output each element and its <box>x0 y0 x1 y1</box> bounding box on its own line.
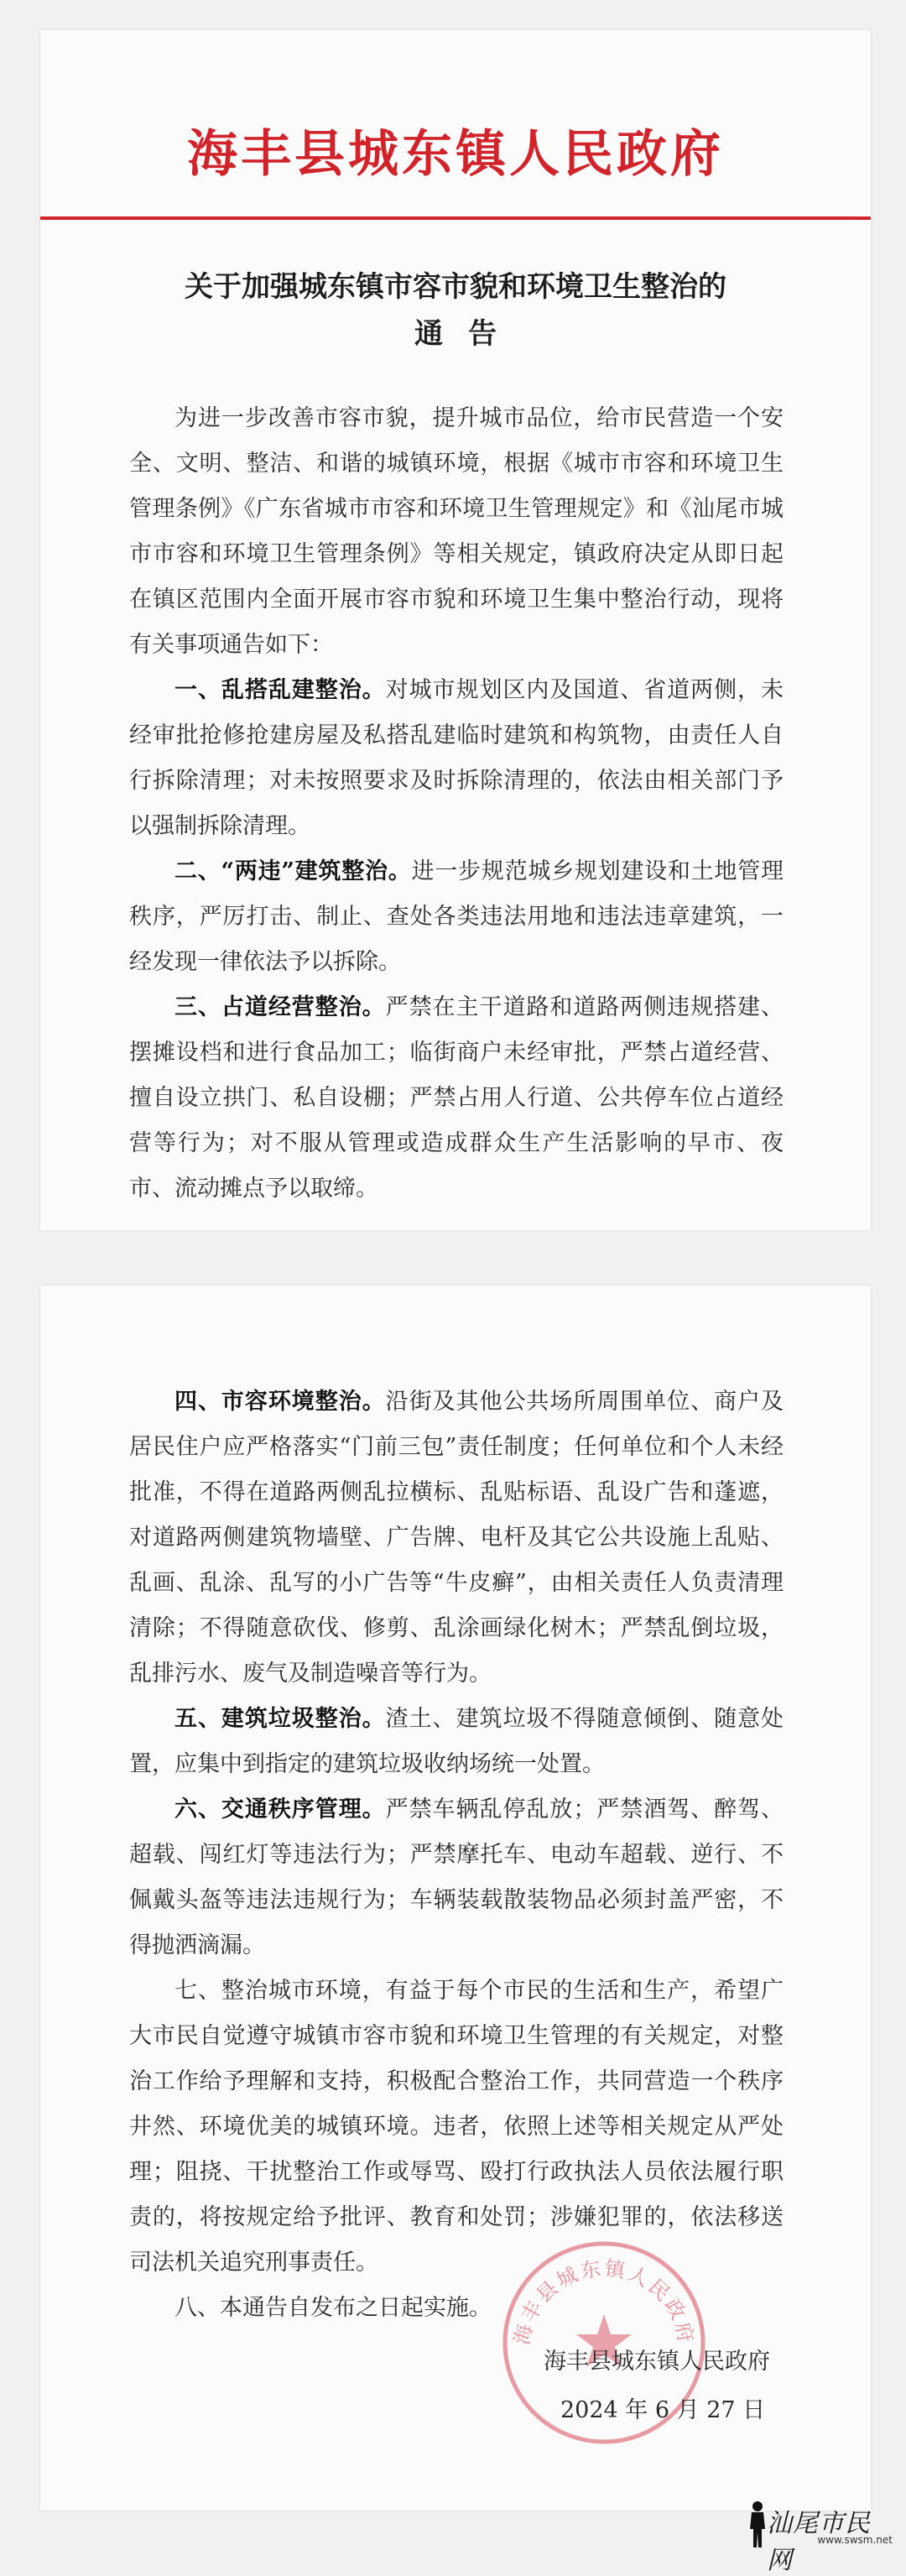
notice-subtitle: 通告 <box>414 317 522 351</box>
item-paragraph <box>129 985 784 1212</box>
item-paragraph <box>129 1379 784 1697</box>
item-text: 渣土、建筑垃圾不得随意倾倒、随意处置，应集中到指定的建筑垃圾收纳场统一处置。 <box>129 1706 784 1777</box>
notice-body-part2 <box>129 1379 784 2331</box>
watermark-url: www.swsm.net <box>817 2534 893 2546</box>
item-paragraph <box>129 668 784 849</box>
item-text: 八、本通告自发布之日起实施。 <box>174 2295 492 2321</box>
watermark-text: 汕尾市民网 <box>767 2509 871 2575</box>
signature-date: 2024 年 6 月 27 日 <box>560 2397 766 2423</box>
notice-body-part1 <box>129 396 784 1212</box>
item-paragraph <box>129 1787 784 1969</box>
item-heading: 二、“两违”建筑整治。 <box>174 858 412 884</box>
person-silhouette-icon <box>747 2500 768 2547</box>
item-heading: 一、乱搭乱建整治。 <box>174 677 386 703</box>
item-text: 沿街及其他公共场所周围单位、商户及居民住户应严格落实“门前三包”责任制度；任何单位和个人未经批准，不得在道路两侧乱拉横标、乱贴标语、乱设广告和蓬遮，对道路两侧建筑物墙壁、广告牌、电杆及其它公共设施上乱贴、乱画、乱涂、乱写的小广告等“牛皮癣”，由相关责任人负责清理清除；不得随意砍伐、修剪、乱涂画绿化树木；严禁乱倒垃圾，乱排污水、废气及制造噪音等行为。 <box>129 1389 784 1687</box>
item-text: 七、整治城市环境，有益于每个市民的生活和生产，希望广大市民自觉遵守城镇市容市貌和环境卫生管理的有关规定，对整治工作给予理解和支持，积极配合整治工作，共同营造一个秩序井然、环境优美的城镇环境。违者，依照上述等相关规定从严处理；阻挠、干扰整治工作或辱骂、殴打行政执法人员依法履行职责的，将按规定给予批评、教育和处罚；涉嫌犯罪的，依法移送司法机关追究刑事责任。 <box>129 1978 784 2276</box>
item-text: 对城市规划区内及国道、省道两侧，未经审批抢修抢建房屋及私搭乱建临时建筑和构筑物，由责任人自行拆除清理；对未按照要求及时拆除清理的，依法由相关部门予以强制拆除清理。 <box>129 677 784 839</box>
signature-organization: 海丰县城东镇人民政府 <box>544 2349 770 2375</box>
item-heading: 五、建筑垃圾整治。 <box>174 1706 386 1732</box>
seal-text: 海丰县城东镇人民政府 <box>509 2256 699 2348</box>
red-divider-line <box>40 216 871 220</box>
item-heading: 四、市容环境整治。 <box>174 1389 386 1415</box>
item-text: 严禁在主干道路和道路两侧违规搭建、摆摊设档和进行食品加工；临街商户未经审批，严禁占道经营、擅自设立拱门、私自设棚；严禁占用人行道、公共停车位占道经营等行为；对不服从管理或造成群众生产生活影响的早市、夜市、流动摊点予以取缔。 <box>129 994 784 1202</box>
item-heading: 三、占道经营整治。 <box>174 994 386 1020</box>
item-text: 进一步规范城乡规划建设和土地管理秩序，严厉打击、制止、查处各类违法用地和违法违章建筑，一经发现一律依法予以拆除。 <box>129 858 784 975</box>
notice-title: 关于加强城东镇市容市貌和环境卫生整治的 <box>185 270 726 304</box>
site-watermark <box>767 2500 893 2575</box>
item-paragraph <box>129 849 784 985</box>
item-text: 严禁车辆乱停乱放；严禁酒驾、醉驾、超载、闯红灯等违法行为；严禁摩托车、电动车超载、逆行、不佩戴头盔等违法违规行为；车辆装载散装物品必须封盖严密，不得抛洒滴漏。 <box>129 1796 784 1958</box>
item-paragraph <box>129 1697 784 1787</box>
intro-paragraph: 为进一步改善市容市貌，提升城市品位，给市民营造一个安全、文明、整洁、和谐的城镇环境，根据《城市市容和环境卫生管理条例》《广东省城市市容和环境卫生管理规定》和《汕尾市城市市容和环境卫生管理条例》等相关规定，镇政府决定从即日起在镇区范围内全面开展市容市貌和环境卫生集中整治行动，现将有关事项通告如下： <box>129 405 784 658</box>
item-heading: 六、交通秩序管理。 <box>174 1796 386 1822</box>
document-page-1 <box>40 30 871 1230</box>
letterhead-title: 海丰县城东镇人民政府 <box>187 125 724 184</box>
document-page-2 <box>40 1285 871 2511</box>
